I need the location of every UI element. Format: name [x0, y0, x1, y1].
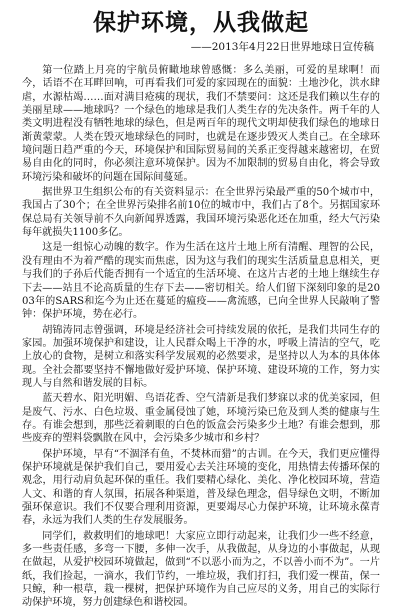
document-title: 保护环境，从我做起 [93, 9, 309, 36]
paragraph-2: 据世界卫生组织公布的有关资料显示：在全世界污染最严重的50个城市中，我国占了30个；在全世界污染排名前10位的城市中，我们占了8个。另据国家环保总局有关领导前不久向新闻界透露，我国环境污染恶化还在加重，经大气污染每年就损失1100多亿。 [22, 187, 380, 239]
paragraph-1: 第一位踏上月亮的宇航员俯瞰地球曾感慨：多么美丽，可爱的星球啊！而今，话语不在耳畔回响，可再看我们可爱的家园现在的面貌：土地沙化，洪水肆虐，水源枯竭……面对满目疮痍的现状，我们不禁要问：这还是我们赖以生存的美丽星球——地球吗？一个绿色的地球是我们人类生存的先决条件。两千年的人类文明进程没有牺牲地球的绿色，但是两百年的现代文明却使我们绿色的地球日渐黄蒙蒙。人类在毁灭地球绿色的同时，也就是在逐步毁灭人类自己。在全球环境问题日趋严重的今天，环境保护和国际贸易间的关系正变得越来越密切，在贸易自由化的同时，你必须注意环境保护。因为不加限制的贸易自由化，将会导致环境污染和破坏的问题在国际间蔓延。 [22, 65, 380, 183]
paragraph-3: 这是一组惊心动魄的数字。作为生活在这片土地上所有清醒、理智的公民，没有理由不为着严酷的现实而焦虑，因为这与我们的现实生活质量息息相关，更与我们的子孙后代能否拥有一个适宜的生活环境、在这片古老的土地上继续生存下去——站且不论高质量的生存下去——密切相关。给人们留下深刻印象的是2003年的SARS和迄今为止还在蔓延的瘟疫——禽流感，已向全世界人民敲响了警钟：保护环境，势在必行。 [22, 242, 380, 321]
paragraph-7: 同学们，救救明们的地球吧！大家应立即行动起来，让我们少一些不经意，多一些责任感，多弯一下腰，多伸一次手，从我做起，从身边的小事做起，从现在做起，从爱护校园环境做起，做到“不以恶小而为之，不以善小而不为”。一片纸，我们捡起，一滴水，我们节约，一堆垃圾，我们打扫，我们爱一棵苗，保一只鲸，种一根草，栽一棵树，把保护环境作为自己应尽的义务，用自己的实际行动保护环境，努力创建绿色和谐校园。 [22, 530, 380, 609]
paragraph-4: 胡锦涛同志曾强调，环境是经济社会可持续发展的依托，是我们共同生存的家园。加强环境保护和建设，让人民群众喝上干净的水，呼吸上清洁的空气，吃上放心的食物，是树立和落实科学发展观的必然要求，是坚持以人为本的具体体现。全社会都要坚持不懈地做好爱护环境、保护环境、建设环境的工作，努力实现人与自然和谐发展的目标。 [22, 324, 380, 389]
paragraph-6: 保护环境，早有“不涸泽有鱼，不焚林而猎”的古训。在今天，我们更应懂得保护环境就是保护我们自己，要用爱心去关注环境的变化，用热情去传播环保的观念，用行动肩负起环保的重任。我们要精心绿化、美化、净化校园环境，营造人文、和谐的育人氛围，拓展各种渠道，普及绿色理念，倡导绿色文明，不断加强环保意识。我们不仅要合理利用资源，更要竭尽心力保护环境，让环境永葆青春，永远为我们人类的生存发展服务。 [22, 448, 380, 527]
document-subtitle: ——2013年4月22日世界地球日宣传稿 [190, 41, 374, 53]
paragraph-5: 蓝天碧水、阳光明媚、鸟语花香、空气清新是我们梦寐以求的优美家园，但是废气、污水、白色垃圾、重金属侵蚀了她，环境污染已危及到人类的健康与生存。有谁会想到，那些泛着刺眼的白色的饭盒会污染多少土地？有谁会想到，那些废弃的塑料袋飘散在风中，会污染多少城市和乡村？ [22, 393, 380, 445]
